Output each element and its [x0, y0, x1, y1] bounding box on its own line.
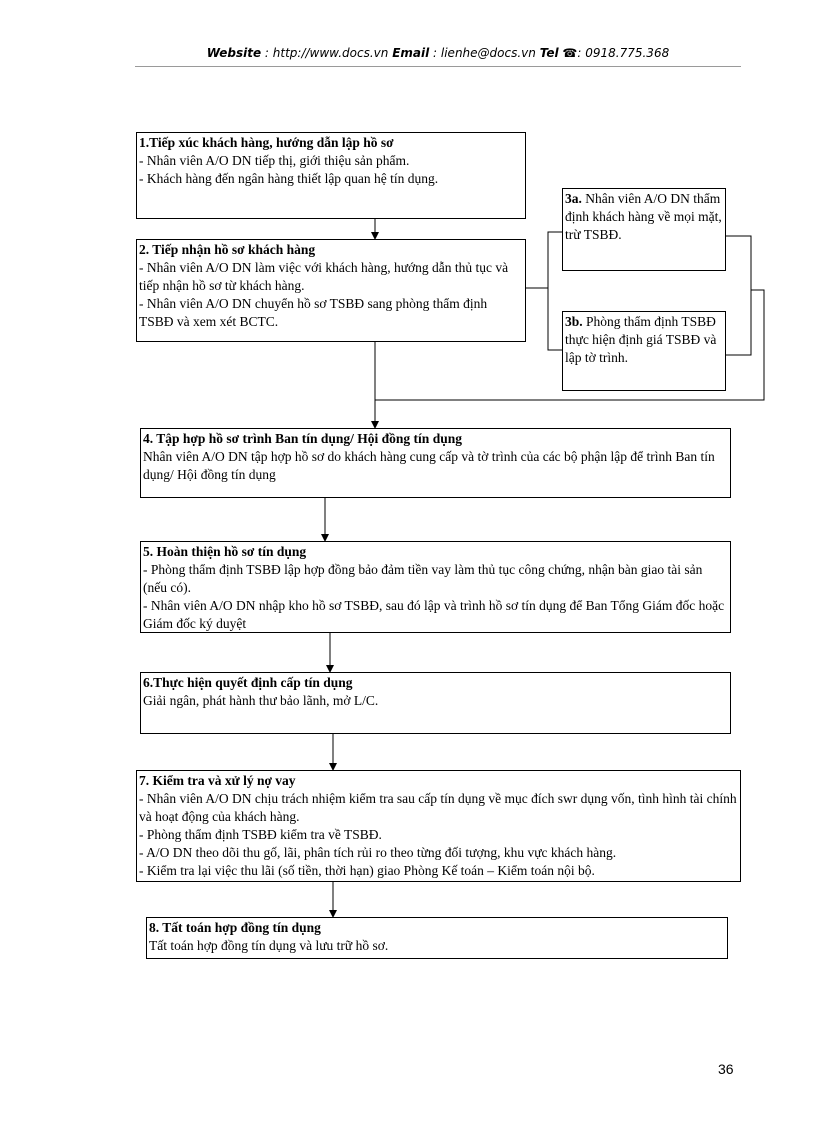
step-3a-text: Nhân viên A/O DN thẩm định khách hàng về mọi mặt, trừ TSBĐ. [565, 191, 722, 242]
step-8-line-1: Tất toán hợp đồng tín dụng và lưu trữ hồ sơ. [149, 938, 389, 953]
step-7-title: 7. Kiểm tra và xử lý nợ vay [139, 773, 296, 788]
step-1-line-2: - Khách hàng đến ngân hàng thiết lập quan hệ tín dụng. [139, 171, 439, 186]
step-6-title: 6.Thực hiện quyết định cấp tín dụng [143, 675, 353, 690]
step-3a-title: 3a. [565, 191, 582, 206]
step-7-line-3: - A/O DN theo dõi thu gố, lãi, phân tích rủi ro theo từng đối tượng, khu vực khách hàng. [139, 845, 617, 860]
step-3b-title: 3b. [565, 314, 583, 329]
tel-number: 0918.775.368 [585, 46, 670, 60]
email-label: Email [392, 46, 430, 60]
step-3a-box [562, 188, 726, 271]
step-1-line-1: - Nhân viên A/O DN tiếp thị, giới thiệu sản phẩm. [139, 153, 410, 168]
step-3b-text: Phòng thẩm định TSBĐ thực hiện định giá TSBĐ và lập tờ trình. [565, 314, 717, 365]
branch-2-3a [525, 232, 562, 288]
telephone-icon: ☎ [562, 46, 578, 60]
step-6-line-1: Giải ngân, phát hành thư bảo lãnh, mở L/C. [143, 693, 379, 708]
step-2-line-1: - Nhân viên A/O DN làm việc với khách hàng, hướng dẫn thủ tục và tiếp nhận hồ sơ từ khách hàng. [139, 260, 509, 293]
branch-2-3b [548, 288, 562, 350]
step-4-box [140, 428, 731, 498]
step-8-title: 8. Tất toán hợp đồng tín dụng [149, 920, 321, 935]
return-3a [725, 236, 751, 355]
step-6-box [140, 672, 731, 734]
step-2-line-2: - Nhân viên A/O DN chuyển hồ sơ TSBĐ sang phòng thẩm định TSBĐ và xem xét BCTC. [139, 296, 488, 329]
step-5-box [140, 541, 731, 633]
step-8-box [146, 917, 728, 959]
tel-label: Tel [539, 46, 559, 60]
step-7-box [136, 770, 741, 882]
step-7-line-2: - Phòng thẩm định TSBĐ kiểm tra về TSBĐ. [139, 827, 382, 842]
step-3b-box [562, 311, 726, 391]
step-1-title: 1.Tiếp xúc khách hàng, hướng dẫn lập hồ sơ [139, 135, 394, 150]
step-7-line-4: - Kiểm tra lại việc thu lãi (số tiền, thời hạn) giao Phòng Kế toán – Kiểm toán nội bộ. [139, 863, 595, 878]
step-2-box [136, 239, 526, 342]
step-2-title: 2. Tiếp nhận hồ sơ khách hàng [139, 242, 316, 257]
page-header: Website : http://www.docs.vn Email : lienhe@docs.vn Tel ☎: 0918.775.368 [206, 46, 670, 60]
step-4-line-1: Nhân viên A/O DN tập hợp hồ sơ do khách hàng cung cấp và tờ trình của các bộ phận lập để trình Ban tín dụng/ Hội đồng tín dụng [143, 449, 715, 482]
step-5-title: 5. Hoàn thiện hồ sơ tín dụng [143, 544, 307, 559]
step-4-title: 4. Tập hợp hồ sơ trình Ban tín dụng/ Hội đồng tín dụng [143, 431, 462, 446]
website-url[interactable]: http://www.docs.vn [272, 46, 389, 60]
page-number: 36 [718, 1061, 734, 1077]
website-label: Website [206, 46, 262, 60]
step-7-line-1: - Nhân viên A/O DN chịu trách nhiệm kiểm tra sau cấp tín dụng về mục đích swr dụng vốn, tình hình tài chính và hoạt động của khách hàng. [139, 791, 737, 824]
email-address[interactable]: lienhe@docs.vn [440, 46, 536, 60]
step-5-line-1: - Phòng thẩm định TSBĐ lập hợp đồng bảo đảm tiền vay làm thủ tục công chứng, nhận bàn giao tài sản (nếu có). [143, 562, 703, 595]
step-1-box [136, 132, 526, 219]
step-5-line-2: - Nhân viên A/O DN nhập kho hồ sơ TSBĐ, sau đó lập và trình hồ sơ tín dụng để Ban Tổng Giám đốc hoặc Giám đốc ký duyệt [143, 598, 725, 631]
